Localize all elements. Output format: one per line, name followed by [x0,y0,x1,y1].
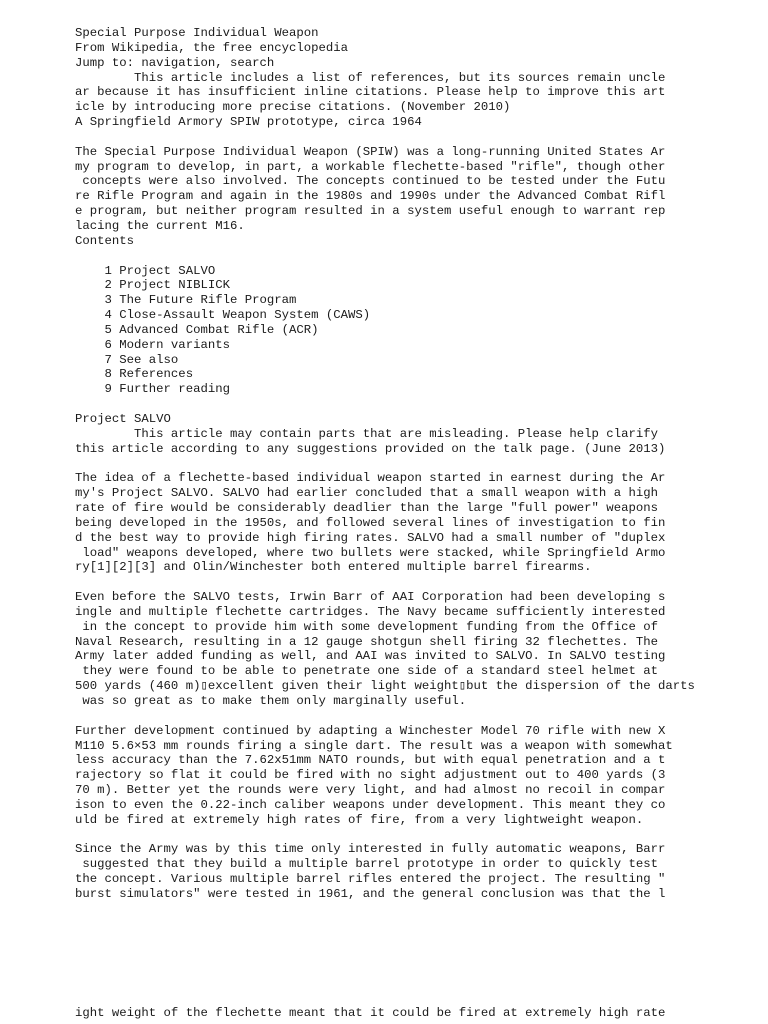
text-line: lacing the current M16. [75,218,245,233]
text-line: my program to develop, in part, a workable flechette-based "rifle", though other [75,159,666,174]
text-line: ison to even the 0.22-inch caliber weapons under development. This meant they co [75,797,666,812]
text-line: they were found to be able to penetrate one side of a standard steel helmet at [75,664,658,679]
text-line: d the best way to provide high firing rates. SALVO had a small number of "duplex [75,530,666,545]
text-line: Contents [75,233,135,248]
text-line: 8 References [75,367,194,382]
text-line: icle by introducing more precise citations. (November 2010) [75,100,511,115]
text-line: 1 Project SALVO [75,263,216,278]
text-line: M110 5.6×53 mm rounds firing a single dart. The result was a weapon with somewhat [75,738,673,753]
text-line: This article may contain parts that are misleading. Please help clarify [75,426,658,441]
text-line: rajectory so flat it could be fired with no sight adjustment out to 400 yards (3 [75,768,666,783]
document-body [75,26,765,902]
text-line [75,456,765,471]
text-line: From Wikipedia, the free encyclopedia [75,40,349,55]
text-line: load" weapons developed, where two bullets were stacked, while Springfield Armo [75,545,666,560]
text-line: 7 See also [75,352,179,367]
text-line: Since the Army was by this time only interested in fully automatic weapons, Barr [75,842,666,857]
text-line: my's Project SALVO. SALVO had earlier concluded that a small weapon with a high [75,486,658,501]
text-line: A Springfield Armory SPIW prototype, circa 1964 [75,115,422,130]
text-line: uld be fired at extremely high rates of fire, from a very lightweight weapon. [75,812,644,827]
text-line: ar because it has insufficient inline citations. Please help to improve this art [75,85,666,100]
text-line [75,130,765,145]
text-line: was so great as to make them only marginally useful. [75,693,467,708]
text-line: suggested that they build a multiple barrel prototype in order to quickly test [75,857,658,872]
text-line: Project SALVO [75,411,171,426]
page-continuation-line: ight weight of the flechette meant that it could be fired at extremely high rate [75,1006,666,1020]
text-line [75,249,765,264]
text-line: Jump to: navigation, search [75,55,275,70]
text-line: 2 Project NIBLICK [75,278,230,293]
text-line: re Rifle Program and again in the 1980s and 1990s under the Advanced Combat Rifl [75,189,666,204]
text-line [75,709,765,724]
text-line: 70 m). Better yet the rounds were very light, and had almost no recoil in compar [75,783,666,798]
text-line: Naval Research, resulting in a 12 gauge shotgun shell firing 32 flechettes. The [75,634,658,649]
text-line: being developed in the 1950s, and followed several lines of investigation to fin [75,515,666,530]
text-line [75,397,765,412]
text-line: 6 Modern variants [75,337,230,352]
text-line [75,575,765,590]
text-line: 500 yards (460 m)▯excellent given their light weight▯but the dispersion of the darts [75,679,695,694]
text-line: 9 Further reading [75,382,230,397]
text-line: ingle and multiple flechette cartridges. The Navy became sufficiently interested [75,604,666,619]
text-line: Even before the SALVO tests, Irwin Barr of AAI Corporation had been developing s [75,590,666,605]
text-line: e program, but neither program resulted in a system useful enough to warrant rep [75,204,666,219]
text-line: this article according to any suggestions provided on the talk page. (June 2013) [75,441,666,456]
text-line: burst simulators" were tested in 1961, and the general conclusion was that the l [75,886,666,901]
text-line: less accuracy than the 7.62x51mm NATO rounds, but with equal penetration and a t [75,753,666,768]
text-line: The Special Purpose Individual Weapon (SPIW) was a long-running United States Ar [75,144,666,159]
text-line: Special Purpose Individual Weapon [75,26,319,40]
text-line [75,828,765,843]
text-line: in the concept to provide him with some development funding from the Office of [75,619,658,634]
text-line: This article includes a list of references, but its sources remain uncle [75,70,666,85]
text-line: the concept. Various multiple barrel rifles entered the project. The resulting " [75,872,666,887]
text-line: concepts were also involved. The concepts continued to be tested under the Futu [75,174,666,189]
text-line: rate of fire would be considerably deadlier than the large "full power" weapons [75,501,658,515]
text-line: 4 Close-Assault Weapon System (CAWS) [75,308,371,323]
text-line: Further development continued by adapting a Winchester Model 70 rifle with new X [75,723,666,738]
text-line: ry[1][2][3] and Olin/Winchester both entered multiple barrel firearms. [75,560,592,575]
text-line: The idea of a flechette-based individual weapon started in earnest during the Ar [75,471,666,486]
text-line: Army later added funding as well, and AAI was invited to SALVO. In SALVO testing [75,649,666,664]
text-line: 5 Advanced Combat Rifle (ACR) [75,322,319,337]
text-line: 3 The Future Rifle Program [75,293,297,308]
